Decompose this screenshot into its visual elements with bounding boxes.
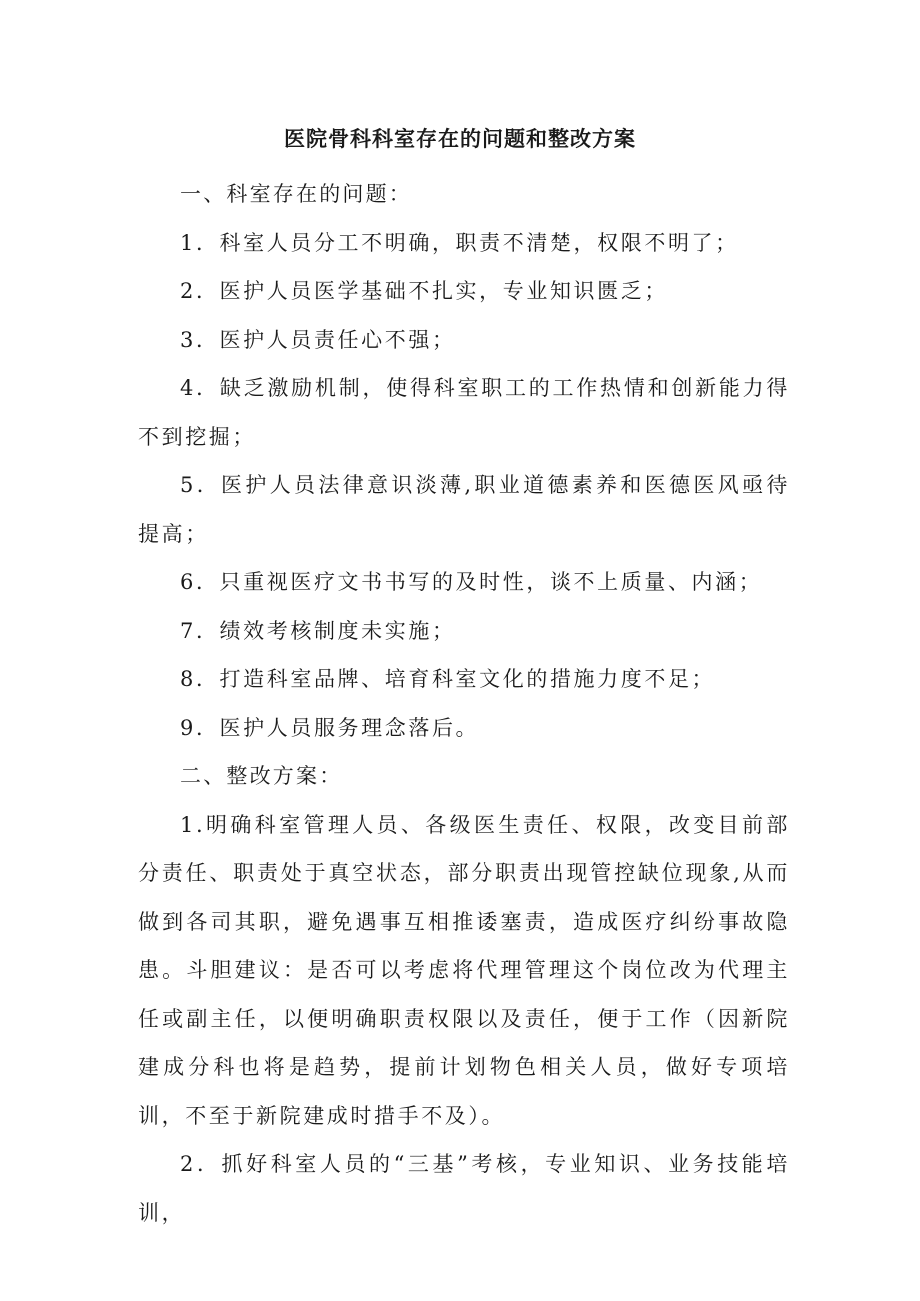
- problem-item-4: 4．缺乏激励机制，使得科室职工的工作热情和创新能力得不到挖掘；: [138, 376, 790, 449]
- document-body: [138, 170, 790, 1237]
- problem-item-2: 2．医护人员医学基础不扎实，专业知识匮乏；: [180, 279, 668, 303]
- section-heading-solutions: 二、整改方案：: [180, 764, 343, 788]
- section-heading-problems: 一、科室存在的问题：: [180, 182, 412, 206]
- document-title: 医院骨科科室存在的问题和整改方案: [284, 126, 636, 151]
- problem-item-6: 6．只重视医疗文书书写的及时性，谈不上质量、内涵；: [180, 570, 763, 594]
- problem-item-9: 9．医护人员服务理念落后。: [180, 715, 480, 740]
- problem-item-7: 7．绩效考核制度未实施；: [180, 618, 456, 643]
- solution-item-2: 2．抓好科室人员的“三基”考核，专业知识、业务技能培训，: [138, 1152, 790, 1225]
- problem-item-3: 3．医护人员责任心不强；: [180, 327, 456, 352]
- problem-item-8: 8．打造科室品牌、培育科室文化的措施力度不足；: [180, 667, 716, 691]
- problem-item-1: 1．科室人员分工不明确，职责不清楚，权限不明了；: [180, 230, 739, 255]
- problem-item-5: 5．医护人员法律意识淡薄,职业道德素养和医德医风亟待提高；: [138, 473, 790, 546]
- solution-item-1: 1.明确科室管理人员、各级医生责任、权限，改变目前部分责任、职责处于真空状态，部分职责出现管控缺位现象,从而做到各司其职，避免遇事互相推诿塞责，造成医疗纠纷事故隐患。斗胆建议：是否可以考虑将代理管理这个岗位改为代理主任或副主任，以便明确职责权限以及责任，便于工作（因新院建成分科也将是趋势，提前计划物色相关人员，做好专项培训，不至于新院建成时措手不及）。: [138, 812, 790, 1128]
